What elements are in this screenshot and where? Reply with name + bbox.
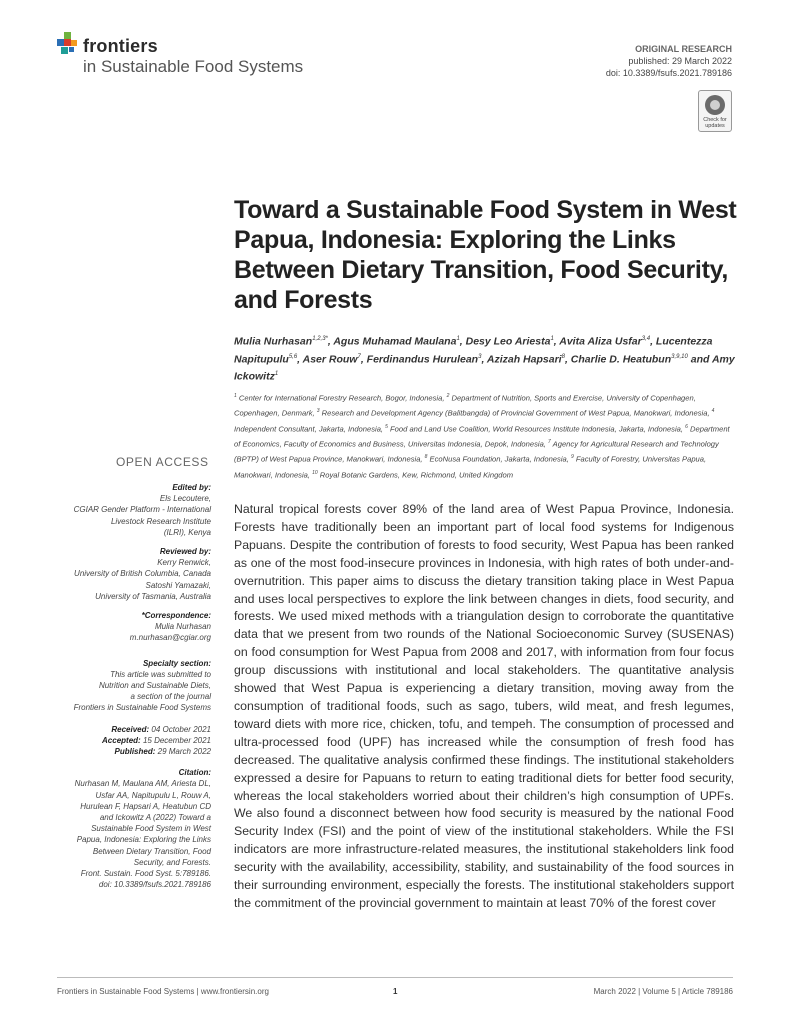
footer-issue: March 2022 | Volume 5 | Article 789186 — [593, 987, 733, 996]
author-affiliation-marker: 3 — [478, 353, 482, 360]
frontiers-logo-icon — [57, 32, 81, 62]
affiliation-item: Royal Botanic Gardens, Kew, Richmond, United Kingdom — [317, 470, 514, 480]
author-name[interactable]: Lucentezza Napitupulu — [234, 335, 713, 365]
article-title: Toward a Sustainable Food System in West Papua, Indonesia: Exploring the Links Between Dietary Transition, Food Security, and Forests — [234, 196, 737, 314]
journal-name: in Sustainable Food Systems — [83, 57, 304, 76]
article-meta — [606, 43, 732, 79]
affiliation-item: Food and Land Use Coalition, World Resources Institute Indonesia, Jakarta, Indonesia, — [387, 424, 686, 434]
footer-journal[interactable]: Frontiers in Sustainable Food Systems | www.frontiersin.org — [57, 987, 269, 996]
affiliation-number: 5 — [385, 423, 388, 430]
abstract-text: Natural tropical forests cover 89% of the land area of West Papua Province, Indonesia. Forests have traditionally been an important part of local food systems for Indigenous Papuans. Despite the contribution of forests to food security, West Papua has been ranked as one of the most food-insecure provinces in Indonesia, with high rates of both under-and-overnutrition. This paper aims to discuss the dietary transition taking place in West Papua and uses local perspectives to explore the link between changes in diets, food security, and forests. We used mixed methods with a triangulation design to corroborate the quantitative data that we present from two rounds of the National Socioeconomic Survey (SUSENAS) on food consumption for West Papua from 2008 and 2017, with information from four focus group discussions with institutional and local stakeholders. The quantitative analysis showed that West Papua is experiencing a dietary transition, moving away from the consumption of traditional foods, such as sago, tubers, wild meat, and fresh legumes, toward diets with more rice, chicken, tofu, and tempeh. The consumption of processed and ultra-processed food (UPF) has increased while the consumption of fresh food has decreased. The qualitative analysis confirmed these findings. The institutional stakeholders expressed a desire for Papuans to return to eating traditional diets for better food security, whereas the local stakeholders worried about their children’s high consumption of UPFs. We also found a disconnect between how food security is measured by the national Food Security Index (FSI) and the point of view of the institutional stakeholders. While the FSI indicators are more infrastructure-related measures, the institutional stakeholders link food security with the availability, accessibility, stability, and sustainability of the food sources in their surrounding environment, especially the forests. The institutional stakeholders support the commitment of the provincial government to maintain at least 70% of the forest cover — [234, 502, 734, 910]
published-date: published: 29 March 2022 — [628, 56, 732, 66]
spec-line: Nutrition and Sustainable Diets, — [98, 681, 211, 691]
affiliation-number: 7 — [548, 438, 551, 445]
reviewed-by-heading: Reviewed by: — [159, 547, 211, 557]
author-name[interactable]: Agus Muhamad Maulana — [333, 335, 457, 348]
affiliation-number: 8 — [424, 454, 428, 461]
author-name[interactable]: Charlie D. Heatubun — [570, 353, 672, 365]
affiliation-item: Faculty of Forestry, Universitas Papua, Manokwari, Indonesia, — [234, 454, 707, 480]
article-dates — [40, 724, 211, 758]
spec-line: This article was submitted to — [110, 669, 211, 679]
affiliation-number: 2 — [446, 393, 450, 399]
article-info-sidebar — [40, 482, 211, 891]
cite-line: Usfar AA, Napitupulu L, Rouw A, — [95, 790, 211, 800]
cite-line: and Ickowitz A (2022) Toward a — [99, 813, 211, 823]
cite-line: Hurulean F, Hapsari A, Heatubun CD — [80, 801, 211, 811]
check-updates-label: Check for updates — [703, 117, 727, 129]
author-name[interactable]: Desy Leo Ariesta — [465, 335, 551, 348]
affiliations — [234, 390, 734, 482]
affiliation-item: Agency for Agricultural Research and Technology (BPTP) of West Papua Province, Manokwari, Indonesia, — [234, 439, 719, 464]
affiliation-number: 10 — [312, 469, 318, 476]
author-name[interactable]: Mulia Nurhasan — [234, 335, 313, 348]
affiliation-number: 6 — [685, 423, 688, 430]
cite-line: doi: 10.3389/fsufs.2021.789186 — [98, 880, 211, 890]
affiliation-item: Department of Economics, Faculty of Economics and Business, Universitas Indonesia, Depok, Indonesia, — [234, 424, 730, 449]
author-list: Mulia Nurhasan$^{1,2,3*}$, Agus Muhamad Maulana$^1$, Desy Leo Ariesta$^1$, Avita Aliza Usfar$^{3,4}$, Lucentezza Napitupulu$^{5,6}$, Aser Rouw$^7$, Ferdinandus Hurulean$^3$, Azizah Hapsari$^8$, Charlie D. Heatubun$^{3,9,10}$ and Amy Ickowitz$^1$ — [234, 335, 735, 383]
affiliation-number: 3 — [316, 408, 320, 415]
corr-line: m.nurhasan@cgiar.org — [129, 633, 211, 643]
affiliation-item: Independent Consultant, Jakarta, Indonesia, — [234, 424, 386, 434]
page-number: 1 — [393, 987, 398, 996]
article-type: ORIGINAL RESEARCH — [635, 44, 732, 54]
edited-line: Els Lecoutere, — [159, 494, 211, 504]
author-name[interactable]: Amy Ickowitz — [234, 353, 735, 383]
author-affiliation-marker: 7 — [357, 353, 361, 360]
author-name[interactable]: Azizah Hapsari — [486, 353, 562, 365]
affiliation-item: EcoNusa Foundation, Jakarta, Indonesia, — [427, 454, 571, 464]
received-date: Received: 04 October 2021 — [111, 724, 211, 734]
cite-line: Front. Sustain. Food Syst. 5:789186. — [80, 869, 211, 879]
correspondence-list[interactable] — [40, 621, 211, 643]
edited-by-list — [40, 493, 211, 538]
reviewed-line: Kerry Renwick, — [157, 558, 211, 568]
citation-text — [40, 778, 211, 890]
corr-line: Mulia Nurhasan — [154, 622, 211, 632]
journal-logo[interactable] — [57, 32, 317, 82]
cite-line: Nurhasan M, Maulana AM, Ariesta DL, — [74, 779, 211, 789]
specialty-heading: Specialty section: — [142, 658, 211, 668]
author-name[interactable]: Avita Aliza Usfar — [559, 335, 642, 348]
affiliation-number: 4 — [711, 408, 715, 415]
affiliation-item: Center for International Forestry Research, Bogor, Indonesia, — [236, 393, 447, 403]
brand-name: frontiers — [83, 36, 158, 56]
reviewed-line: Satoshi Yamazaki, — [145, 580, 211, 590]
author-affiliation-marker: 1 — [456, 336, 460, 342]
doi[interactable]: doi: 10.3389/fsufs.2021.789186 — [605, 68, 732, 78]
affiliation-item: Research and Development Agency (Balitbangda) of Provincial Government of West Papua, Manokwari, Indonesia, — [319, 408, 712, 418]
reviewed-by-list — [40, 557, 211, 602]
footer-divider — [57, 977, 733, 978]
spec-line: a section of the journal — [130, 692, 211, 702]
edited-line: CGIAR Gender Platform - International — [73, 505, 211, 515]
affiliation-item: Department of Nutrition, Sports and Exercise, University of Copenhagen, Copenhagen, Denmark, — [234, 393, 696, 418]
open-access-label: OPEN ACCESS — [116, 455, 209, 469]
cite-line: Between Dietary Transition, Food — [92, 846, 211, 856]
author-name[interactable]: Ferdinandus Hurulean — [366, 353, 479, 365]
affiliation-number: 1 — [234, 393, 237, 399]
citation-heading: Citation: — [178, 768, 211, 778]
edited-line: Livestock Research Institute — [110, 516, 211, 526]
cite-line: Papua, Indonesia: Exploring the Links — [76, 835, 211, 845]
author-affiliation-marker: 3,4 — [641, 336, 651, 342]
specialty-list — [40, 669, 211, 714]
edited-by-heading: Edited by: — [172, 483, 211, 492]
cite-line: Sustainable Food System in West — [91, 824, 211, 834]
author-name[interactable]: Aser Rouw — [302, 353, 358, 365]
cite-line: Security, and Forests. — [133, 857, 211, 867]
correspondence-heading: *Correspondence: — [141, 611, 211, 621]
author-affiliation-marker: 5,6 — [288, 353, 298, 360]
affiliation-number: 9 — [570, 454, 574, 461]
published-date-sidebar: Published: 29 March 2022 — [114, 747, 211, 757]
check-for-updates-button[interactable] — [698, 90, 732, 132]
author-affiliation-marker: 3,9,10 — [671, 353, 688, 360]
author-affiliation-marker: 8 — [561, 353, 565, 360]
spec-line: Frontiers in Sustainable Food Systems — [73, 703, 211, 713]
reviewed-line: University of Tasmania, Australia — [95, 591, 211, 601]
author-affiliation-marker: 1,2,3* — [312, 336, 328, 342]
author-affiliation-marker: 1 — [550, 336, 554, 342]
check-updates-icon — [705, 95, 725, 115]
author-affiliation-marker: 1 — [274, 371, 279, 377]
edited-line: (ILRI), Kenya — [163, 527, 211, 537]
accepted-date: Accepted: 15 December 2021 — [102, 735, 211, 745]
reviewed-line: University of British Columbia, Canada — [74, 569, 211, 579]
